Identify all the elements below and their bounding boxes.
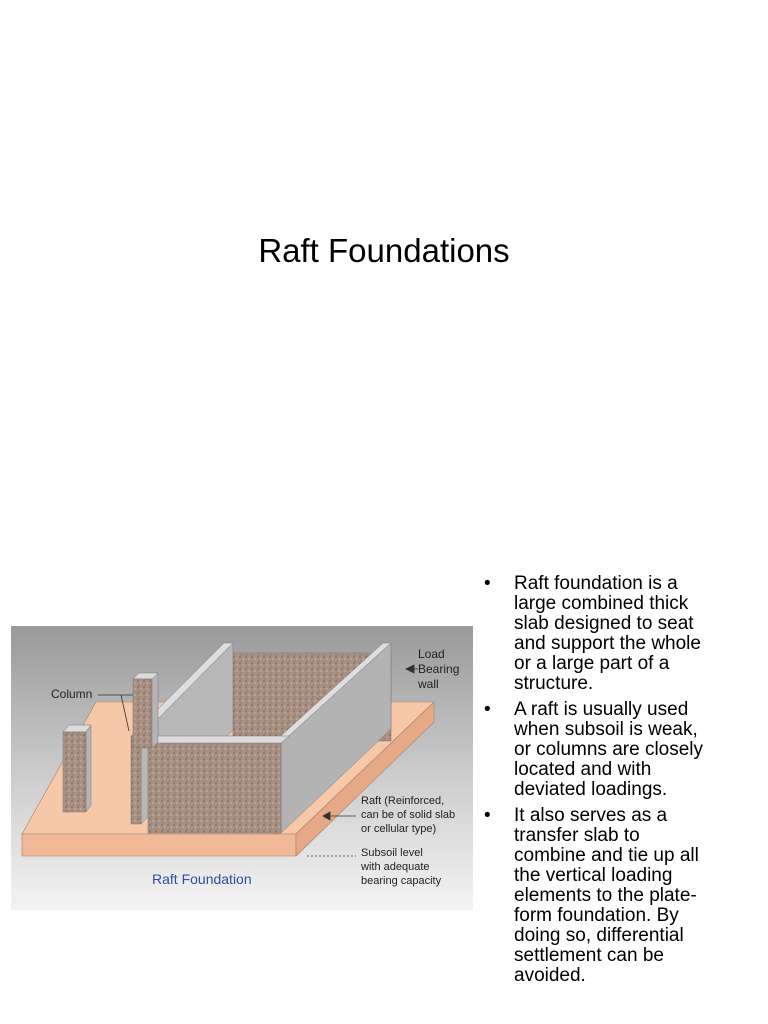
- bullet-line: when subsoil is weak,: [514, 719, 698, 740]
- bullet-line: Raft foundation is a: [514, 573, 678, 594]
- label-load-3: wall: [418, 677, 439, 691]
- label-raft-1: Raft (Reinforced,: [361, 795, 445, 807]
- label-subsoil-3: bearing capacity: [361, 875, 442, 887]
- label-raft-3: or cellular type): [361, 823, 437, 835]
- bullet-line: or a large part of a: [514, 653, 670, 674]
- label-load-2: Bearing: [418, 662, 460, 676]
- bullet-line: structure.: [514, 673, 594, 694]
- bullet-line: It also serves as a: [514, 805, 668, 826]
- bullet-item: [478, 700, 758, 800]
- bullet-line: located and with: [514, 759, 652, 780]
- bullet-item: [478, 806, 758, 986]
- bullet-line: combine and tie up all: [514, 845, 699, 866]
- bullet-line: transfer slab to: [514, 825, 640, 846]
- bullet-line: slab designed to seat: [514, 613, 694, 634]
- label-subsoil-1: Subsoil level: [361, 847, 423, 859]
- bullet-line: A raft is usually used: [514, 699, 689, 720]
- bullet-line: form foundation. By: [514, 905, 679, 926]
- bullet-line: the vertical loading: [514, 865, 673, 886]
- label-raft-2: can be of solid slab: [361, 809, 456, 821]
- label-subsoil-2: with adequate: [361, 861, 430, 873]
- label-load-1: Load: [418, 647, 445, 661]
- bullet-marker: •: [484, 805, 491, 826]
- bullet-line: deviated loadings.: [514, 779, 668, 800]
- raft-foundation-diagram: [11, 626, 473, 910]
- bullet-list: [478, 574, 758, 992]
- label-column: Column: [51, 687, 93, 701]
- column-left: [63, 725, 91, 812]
- bullet-item: [478, 574, 758, 694]
- bullet-line: large combined thick: [514, 593, 689, 614]
- column-back: [133, 673, 158, 748]
- bullet-line: doing so, differential: [514, 925, 684, 946]
- bullet-marker: •: [484, 699, 491, 720]
- bullet-line: avoided.: [514, 965, 586, 986]
- bullet-line: settlement can be: [514, 945, 664, 966]
- bullet-line: and support the whole: [514, 633, 701, 654]
- bullet-line: or columns are closely: [514, 739, 704, 760]
- diagram-caption: Raft Foundation: [152, 871, 252, 887]
- bullet-marker: •: [484, 573, 491, 594]
- bullet-line: elements to the plate-: [514, 885, 697, 906]
- slide-title: Raft Foundations: [258, 232, 510, 269]
- load-bearing-wall-front: [148, 736, 289, 833]
